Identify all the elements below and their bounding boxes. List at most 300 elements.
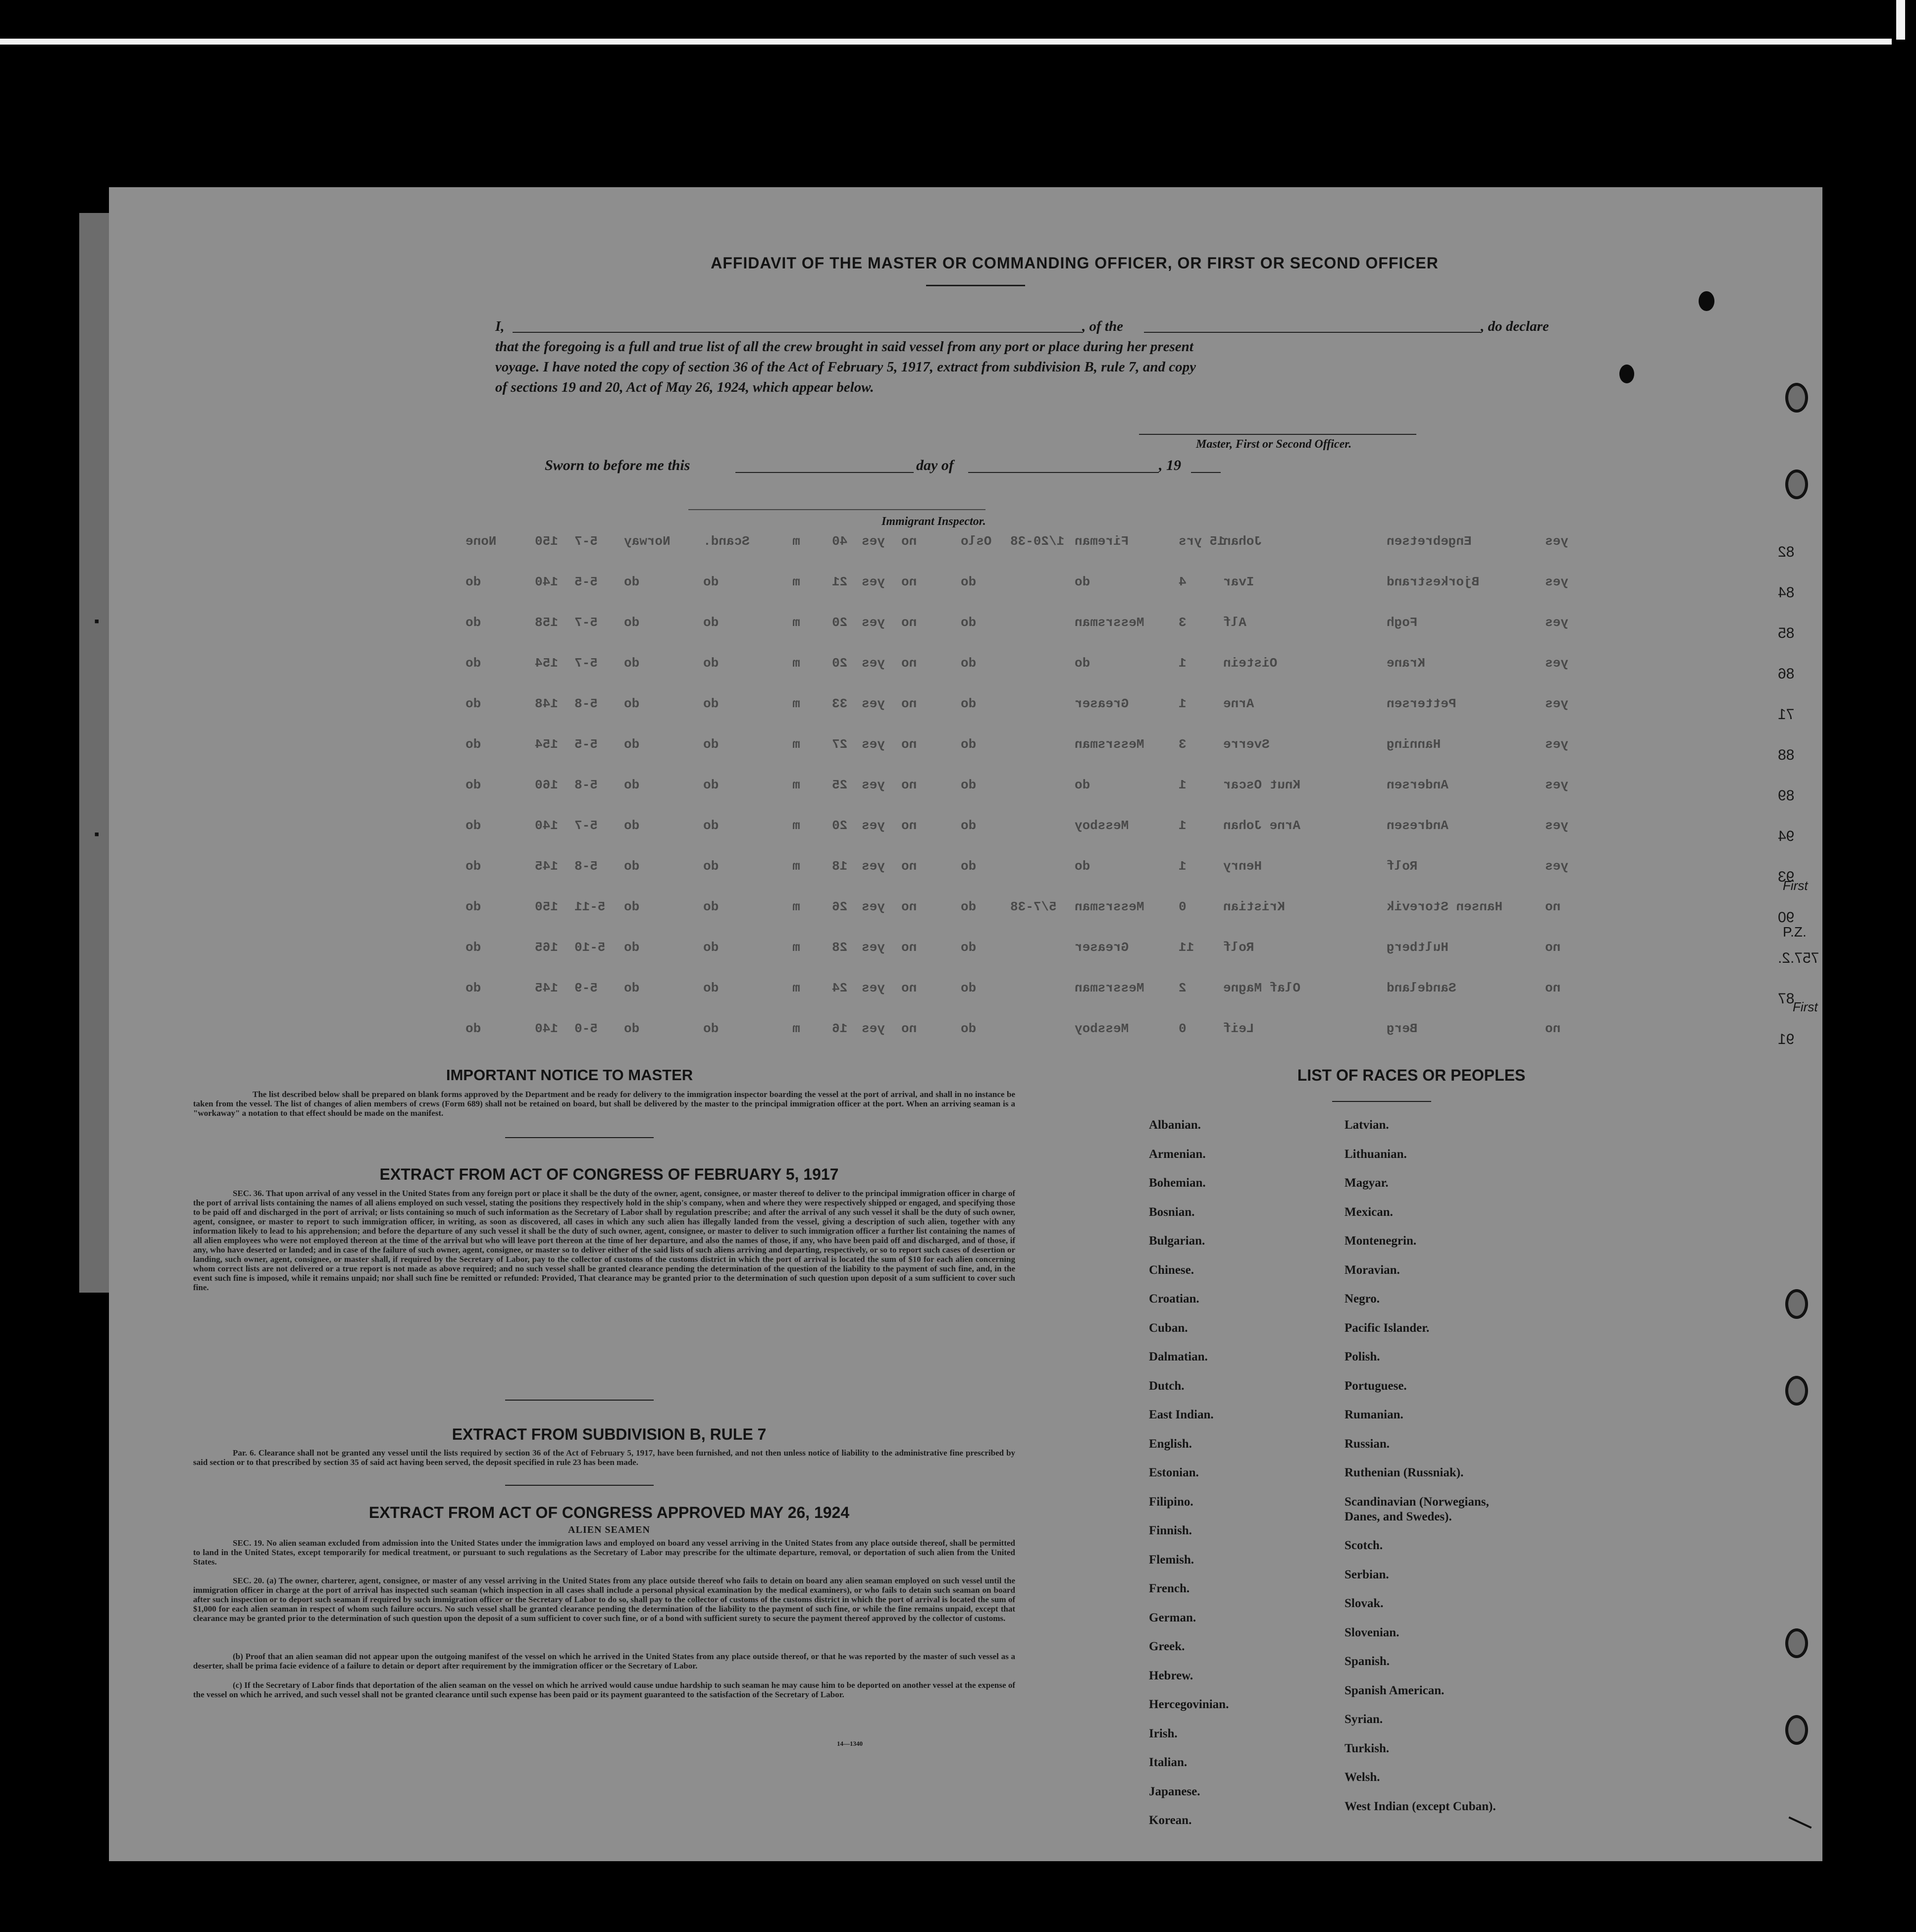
crew-cell-f: yes [862,737,885,752]
crew-row [466,574,1763,615]
crew-cell-given: Kristian [1223,899,1285,914]
crew-cell-sex: m [792,859,800,874]
crew-cell-d: do [961,859,977,874]
margin-note-pz: P.Z. [1783,924,1807,940]
crew-cell-f: yes [862,940,885,955]
punch-hole [1785,1376,1808,1406]
crew-row-number: 90 [1778,909,1795,926]
crew-cell-nat: do [624,899,640,914]
crew-row-number: 82 [1778,544,1795,560]
crew-row [466,899,1763,940]
race-item: Rumanian. [1345,1408,1403,1421]
race-item: Welsh. [1345,1771,1380,1784]
crew-cell-rating: Messboy [1075,1021,1129,1036]
inspector-signature-line [688,509,985,510]
crew-cell-a: no [1545,899,1561,914]
crew-cell-b: 3 [1179,615,1187,630]
crew-cell-f: yes [862,615,885,630]
race-item: Filipino. [1149,1495,1193,1509]
crew-cell-surname: Berg [1387,1021,1418,1036]
vessel-blank [1144,332,1481,333]
crew-cell-nat: do [624,778,640,792]
sworn-label-c: , 19 [1159,457,1181,473]
sworn-label-a: Sworn to before me this [545,457,690,473]
crew-cell-age: 25 [832,778,848,792]
crew-cell-ht: 5-7 [574,818,598,833]
crew-list-bleedthrough [466,534,1763,1062]
crew-cell-age: 27 [832,737,848,752]
crew-cell-wt: 160 [535,778,558,792]
punch-hole [1785,1628,1808,1658]
crew-cell-given: Rolf [1223,940,1254,955]
crew-cell-b: 11 [1179,940,1194,955]
extract-1917-rule [505,1400,654,1401]
crew-cell-age: 28 [832,940,848,955]
crew-row [466,859,1763,899]
scan-edge-stripe [0,39,1892,45]
scan-edge-tick [1896,0,1905,40]
crew-cell-d: do [961,940,977,955]
crew-cell-marks: do [466,696,481,711]
extract-1924-sec19: SEC. 19. No alien seaman excluded from admission into the United States under the immigration laws and employed on board any vessel arriving in the United States from any place outside thereof, shall be permitted to land in the United States, except temporarily for medical treatment, or pursuant to such regulations as the Secretary of Labor may prescribe for the ultimate departure, removal, or deportation of such alien from the United States. [193,1538,1015,1566]
crew-cell-c: 1/20-38 [1010,534,1065,549]
crew-row [466,656,1763,696]
crew-cell-nat: do [624,818,640,833]
crew-row [466,940,1763,981]
race-item: East Indian. [1149,1408,1214,1421]
crew-cell-ht: 5-8 [574,778,598,792]
crew-cell-f: yes [862,859,885,874]
crew-cell-marks: do [466,899,481,914]
race-item: Estonian. [1149,1466,1199,1479]
form-number: 14—1340 [837,1740,863,1747]
crew-cell-a: yes [1545,859,1568,874]
crew-cell-sex: m [792,737,800,752]
crew-cell-race: do [703,818,719,833]
crew-cell-c: 5/7-38 [1010,899,1057,914]
crew-cell-f: yes [862,899,885,914]
crew-cell-rating: do [1075,656,1090,671]
crew-cell-marks: None [466,534,497,549]
crew-cell-d: do [961,615,977,630]
race-item: Spanish American. [1345,1683,1445,1697]
race-item: Negro. [1345,1292,1380,1305]
crew-cell-b: 1 [1179,859,1187,874]
crew-cell-sex: m [792,615,800,630]
crew-row [466,737,1763,778]
crew-cell-marks: do [466,818,481,833]
crew-row [466,818,1763,859]
race-item: Bulgarian. [1149,1234,1205,1248]
crew-cell-rating: Messboy [1075,818,1129,833]
race-item: Syrian. [1345,1713,1383,1726]
crew-row [466,1021,1763,1062]
crew-cell-ht: 5-5 [574,737,598,752]
crew-cell-a: no [1545,981,1561,995]
extract-1917-text: SEC. 36. That upon arrival of any vessel in the United States from any foreign port or place it shall be the duty of the owner, agent, consignee, or master thereof to deliver to the principal immigration officer in charge of the port of arrival lists containing the names of all aliens employed on such vessel, stating the positions they respectively hold in the ship's company, when and where they were respectively shipped or engaged, and specifying those to be paid off and discharged in the port of arrival; or lists containing so much of such information as the Secretary of Labor shall by regulation prescribe; and after the arrival of any such vessel it shall be the duty of such owner, agent, consignee, or master to report to such immigration officer, in writing, as soon as discovered, all cases in which any such alien has illegally landed from the vessel, giving a description of such alien, together with any information likely to lead to his apprehension; and before the departure of any such vessel it shall be the duty of such owner, agent, consignee, or master to deliver to such immigration officer a further list containing the names of all alien employees who were not employed thereon at the time of the arrival but who will leave port thereon at the time of her departure, and also the names of those, if any, who have been paid off and discharged, and of those, if any, who have deserted or landed; and in case of the failure of such owner, agent, consignee, or master so to deliver either of the said lists of such aliens arriving and departing, respectively, or so to report such cases of desertion or landing, such owner, agent, consignee, or master shall, if required by the Secretary of Labor, pay to the collector of customs of the customs district in which the port of arrival is located the sum of $10 for each alien concerning whom correct lists are not delivered or a true report is not made as above required; and no such vessel shall be granted clearance pending the determination of the question of the liability to the payment of such fine, and, in the event such fine is imposed, while it remains unpaid; nor shall such fine be remitted or refunded: Provided, That clearance may be granted prior to the determination of such question upon deposit of a sum sufficient to cover such fine. [193,1189,1015,1292]
race-item: Croatian. [1149,1292,1199,1305]
crew-cell-age: 33 [832,696,848,711]
crew-cell-e: no [901,615,917,630]
crew-cell-e: no [901,656,917,671]
crew-cell-surname: Krane [1387,656,1426,671]
crew-cell-marks: do [466,940,481,955]
race-item: Korean. [1149,1814,1192,1827]
crew-cell-wt: 150 [535,899,558,914]
edge-mark: ▪ [94,826,100,842]
race-item: Flemish. [1149,1553,1194,1566]
crew-cell-nat: do [624,940,640,955]
affidavit-line-2: that the foregoing is a full and true list of all the crew brought in said vessel from any port or place during her present [495,339,1193,355]
crew-cell-race: do [703,574,719,589]
crew-cell-nat: do [624,574,640,589]
extract-1924-title: EXTRACT FROM ACT OF CONGRESS APPROVED MAY 26, 1924 [368,1504,850,1521]
edge-mark: ▪ [94,613,100,629]
crew-cell-d: do [961,778,977,792]
extract-1924-sec20a: SEC. 20. (a) The owner, charterer, agent, consignee, or master of any vessel arriving in the United States from any place outside thereof who fails to detain on board any alien seaman employed on such vessel until the immigration officer in charge at the port of arrival has inspected such seaman (which inspection in all cases shall include a personal physical examination by the medical examiners), or who fails to detain such seaman on board after such inspection or to deport such seaman if required by such immigration officer or the Secretary of Labor to do so, shall pay to the collector of customs of the customs district in which the port of arrival is located the sum of $1,000 for each alien seaman in respect of whom such failure occurs. No such vessel shall be granted clearance pending the determination of the liability to the payment of such fine, or while the fine remains unpaid, except that clearance may be granted prior to the determination of such question upon the deposit of a sum sufficient to cover such fine, or of a bond with sufficient surety to secure the payment thereof approved by the collector of customs. [193,1576,1015,1623]
crew-cell-d: do [961,1021,977,1036]
notice-title: IMPORTANT NOTICE TO MASTER [446,1066,693,1084]
crew-cell-nat: Norway [624,534,671,549]
crew-row-number: 94 [1778,828,1795,844]
crew-cell-a: yes [1545,534,1568,549]
crew-cell-sex: m [792,940,800,955]
punch-hole [1785,1715,1808,1745]
races-title: LIST OF RACES OR PEOPLES [1297,1066,1526,1084]
crew-cell-surname: Bjorkestrand [1387,574,1480,589]
crew-cell-wt: 165 [535,940,558,955]
crew-cell-e: no [901,859,917,874]
affidavit-line-4: of sections 19 and 20, Act of May 26, 1924, which appear below. [495,379,874,395]
rule7-title: EXTRACT FROM SUBDIVISION B, RULE 7 [452,1425,767,1443]
crew-cell-surname: Hultberg [1387,940,1449,955]
race-item: Polish. [1345,1350,1380,1363]
crew-cell-race: do [703,778,719,792]
crew-cell-race: do [703,656,719,671]
crew-cell-rating: Greaser [1075,940,1129,955]
crew-cell-race: do [703,737,719,752]
race-item: Cuban. [1149,1321,1188,1335]
crew-row [466,981,1763,1021]
crew-cell-marks: do [466,981,481,995]
scan-top-border [0,0,1916,57]
race-item: Scandinavian (Norwegians, [1345,1495,1489,1509]
crew-cell-f: yes [862,1021,885,1036]
crew-cell-age: 24 [832,981,848,995]
crew-cell-nat: do [624,656,640,671]
race-item: Dutch. [1149,1379,1185,1393]
crew-cell-sex: m [792,696,800,711]
crew-cell-given: Ivar [1223,574,1254,589]
crew-cell-a: yes [1545,696,1568,711]
crew-cell-surname: Rolf [1387,859,1418,874]
crew-cell-sex: m [792,818,800,833]
crew-cell-rating: Greaser [1075,696,1129,711]
crew-cell-surname: Pettersen [1387,696,1456,711]
notice-text: The list described below shall be prepared on blank forms approved by the Department and be ready for delivery to the immigration inspector boarding the vessel at the port of arrival, and shall in no instance be taken from the vessel. The list of changes of alien members of crews (Form 689) shall not be retained on board, but shall be delivered by the master to the principal immigration officer at the port. When an arriving seaman is a "workaway" a notation to that effect should be made on the manifest. [193,1090,1015,1118]
crew-cell-e: no [901,981,917,995]
crew-cell-d: do [961,737,977,752]
crew-cell-ht: 5-10 [574,940,606,955]
race-item: Hebrew. [1149,1669,1193,1682]
race-item: Slovenian. [1345,1625,1399,1639]
crew-cell-surname: Andresen [1387,818,1449,833]
crew-cell-f: yes [862,818,885,833]
crew-cell-sex: m [792,981,800,995]
crew-cell-wt: 140 [535,574,558,589]
crew-cell-b: 0 [1179,1021,1187,1036]
crew-cell-nat: do [624,696,640,711]
crew-cell-surname: Engebretsen [1387,534,1472,549]
crew-cell-b: 2 [1179,981,1187,995]
crew-cell-ht: 5-8 [574,696,598,711]
crew-cell-age: 26 [832,899,848,914]
race-item: Mexican. [1345,1205,1393,1219]
crew-cell-f: yes [862,574,885,589]
crew-cell-a: yes [1545,778,1568,792]
crew-cell-rating: Messrsman [1075,981,1144,995]
corner-mark [1788,1817,1812,1829]
crew-cell-surname: Hansen Storevik [1387,899,1503,914]
crew-cell-f: yes [862,778,885,792]
crew-cell-age: 20 [832,615,848,630]
crew-cell-sex: m [792,1021,800,1036]
crew-cell-rating: do [1075,859,1090,874]
crew-cell-d: Oslo [961,534,992,549]
race-item: Bohemian. [1149,1176,1206,1190]
race-item: Danes, and Swedes). [1345,1510,1452,1523]
crew-cell-a: yes [1545,818,1568,833]
crew-cell-given: Johan [1223,534,1262,549]
margin-note-first: First [1783,878,1808,893]
crew-cell-sex: m [792,778,800,792]
affidavit-title: AFFIDAVIT OF THE MASTER OR COMMANDING OFFICER, OR FIRST OR SECOND OFFICER [711,254,1439,272]
crew-cell-e: no [901,1021,917,1036]
crew-cell-marks: do [466,1021,481,1036]
crew-cell-wt: 140 [535,818,558,833]
race-item: German. [1149,1611,1196,1624]
extract-1917-title: EXTRACT FROM ACT OF CONGRESS OF FEBRUARY 5, 1917 [379,1165,839,1183]
race-item: Hercegovinian. [1149,1698,1229,1711]
extract-1924-sec20b: (b) Proof that an alien seaman did not appear upon the outgoing manifest of the vessel on which he arrived in the United States from any place outside thereof, or that he was reported by the master of such vessel as a deserter, shall be prima facie evidence of a failure to detain or deport after requirement by the immigration officer or the Secretary of Labor. [193,1652,1015,1671]
crew-cell-nat: do [624,1021,640,1036]
crew-cell-nat: do [624,615,640,630]
binding-hole [1619,365,1634,383]
crew-cell-given: Arne [1223,696,1254,711]
race-item: Lithuanian. [1345,1147,1407,1161]
crew-cell-age: 18 [832,859,848,874]
crew-cell-b: 1 [1179,656,1187,671]
crew-cell-wt: 150 [535,534,558,549]
race-item: Russian. [1345,1437,1390,1451]
race-item: Spanish. [1345,1655,1390,1668]
master-signature-line [1139,434,1416,435]
crew-cell-given: Henry [1223,859,1262,874]
race-item: Bosnian. [1149,1205,1195,1219]
binding-hole [1699,291,1714,311]
race-item: Latvian. [1345,1118,1389,1132]
race-item: Pacific Islander. [1345,1321,1430,1335]
crew-cell-wt: 154 [535,737,558,752]
crew-cell-given: Olaf Magne [1223,981,1301,995]
crew-cell-e: no [901,696,917,711]
crew-cell-ht: 5-7 [574,534,598,549]
crew-cell-e: no [901,737,917,752]
crew-cell-d: do [961,899,977,914]
crew-cell-f: yes [862,534,885,549]
crew-cell-marks: do [466,615,481,630]
crew-cell-race: do [703,899,719,914]
crew-row-number: 87 [1778,991,1795,1007]
crew-cell-marks: do [466,574,481,589]
sworn-day-blank [735,472,914,473]
crew-cell-d: do [961,981,977,995]
crew-cell-f: yes [862,981,885,995]
crew-cell-wt: 158 [535,615,558,630]
crew-cell-e: no [901,940,917,955]
inspector-label: Immigrant Inspector. [881,515,986,528]
crew-cell-sex: m [792,534,800,549]
crew-cell-rating: Messrsman [1075,737,1144,752]
crew-cell-rating: do [1075,778,1090,792]
crew-cell-b: 4 [1179,574,1187,589]
crew-cell-ht: 5-5 [574,574,598,589]
crew-cell-f: yes [862,696,885,711]
race-item: West Indian (except Cuban). [1345,1799,1496,1813]
crew-cell-race: do [703,1021,719,1036]
crew-cell-a: yes [1545,615,1568,630]
crew-cell-b: 0 [1179,899,1187,914]
crew-cell-d: do [961,696,977,711]
affidavit-line-1b: , of the [1082,318,1123,334]
crew-cell-a: yes [1545,737,1568,752]
crew-cell-e: no [901,534,917,549]
race-item: Slovak. [1345,1597,1384,1610]
crew-cell-marks: do [466,737,481,752]
crew-cell-given: Oistein [1223,656,1278,671]
race-item: English. [1149,1437,1192,1451]
crew-row-number: 757.2. [1778,950,1819,966]
race-item: Magyar. [1345,1176,1389,1190]
crew-cell-wt: 145 [535,981,558,995]
crew-cell-race: do [703,615,719,630]
race-item: Albanian. [1149,1118,1201,1132]
rule7-text: Par. 6. Clearance shall not be granted any vessel until the lists required by section 36 of the Act of February 5, 1917, have been furnished, and not then unless notice of liability to the administrative fine prescribed by said section or to that prescribed by section 35 of said act having been served, the deposit specified in rule 23 has been made. [193,1448,1015,1467]
crew-cell-ht: 5-7 [574,615,598,630]
crew-cell-rating: Messrsman [1075,899,1144,914]
crew-cell-d: do [961,656,977,671]
crew-cell-e: no [901,818,917,833]
crew-cell-age: 16 [832,1021,848,1036]
crew-cell-race: do [703,696,719,711]
race-item: Ruthenian (Russniak). [1345,1466,1464,1479]
crew-cell-wt: 148 [535,696,558,711]
affidavit-line-1c: , do declare [1481,318,1549,334]
race-item: Italian. [1149,1756,1188,1769]
crew-row-number: 84 [1778,584,1795,601]
race-item: Irish. [1149,1726,1178,1740]
crew-cell-b: 1 [1179,778,1187,792]
crew-cell-marks: do [466,859,481,874]
crew-cell-a: yes [1545,574,1568,589]
crew-cell-age: 20 [832,818,848,833]
crew-cell-b: 1 [1179,696,1187,711]
race-item: Armenian. [1149,1147,1206,1161]
race-item: French. [1149,1582,1190,1595]
affidavit-line-1a: I, [495,318,505,334]
crew-cell-rating: do [1075,574,1090,589]
crew-cell-wt: 140 [535,1021,558,1036]
race-item: Japanese. [1149,1784,1200,1798]
crew-row [466,615,1763,656]
crew-cell-marks: do [466,656,481,671]
sworn-label-b: day of [916,457,954,473]
race-item: Chinese. [1149,1263,1194,1277]
race-item: Finnish. [1149,1524,1192,1537]
crew-row-number: 86 [1778,666,1795,682]
crew-cell-b: 1 [1179,818,1187,833]
crew-cell-d: do [961,818,977,833]
crew-cell-surname: Andersen [1387,778,1449,792]
master-label: Master, First or Second Officer. [1196,438,1352,451]
crew-cell-age: 21 [832,574,848,589]
sworn-year-blank [1191,472,1221,473]
punch-hole [1785,383,1808,413]
crew-row-number: 93 [1778,869,1795,885]
crew-cell-given: Knut Oscar [1223,778,1301,792]
crew-cell-sex: m [792,574,800,589]
crew-cell-e: no [901,899,917,914]
race-item: Scotch. [1345,1539,1383,1552]
manifest-page [94,187,1822,1861]
crew-cell-e: no [901,574,917,589]
punch-hole [1785,1289,1808,1319]
crew-cell-a: yes [1545,656,1568,671]
crew-row-number: 89 [1778,787,1795,804]
crew-cell-surname: Sandeland [1387,981,1456,995]
crew-cell-race: do [703,981,719,995]
crew-cell-ht: 5-9 [574,981,598,995]
crew-cell-ht: 5-0 [574,1021,598,1036]
crew-cell-b: 3 [1179,737,1187,752]
crew-row [466,778,1763,818]
crew-cell-rating: Messrsman [1075,615,1144,630]
extract-1924-sec20c: (c) If the Secretary of Labor finds that deportation of the alien seaman on the vessel on which he arrived would cause undue hardship to such seaman he may cause him to be deported on another vessel at the expense of the vessel on which he arrived, and such vessel shall not be granted clearance until such expense has been paid or its payment guaranteed to the satisfaction of the Secretary of Labor. [193,1680,1015,1699]
crew-cell-age: 20 [832,656,848,671]
crew-cell-wt: 145 [535,859,558,874]
crew-cell-surname: Fogh [1387,615,1418,630]
crew-row-number: 88 [1778,747,1795,763]
crew-cell-sex: m [792,899,800,914]
crew-cell-nat: do [624,859,640,874]
crew-cell-ht: 5-11 [574,899,606,914]
crew-row [466,696,1763,737]
crew-cell-race: do [703,859,719,874]
race-item: Montenegrin. [1345,1234,1417,1248]
race-item: Moravian. [1345,1263,1400,1277]
margin-note-first-2: First [1793,999,1818,1014]
race-item: Serbian. [1345,1567,1389,1581]
crew-row-number: 85 [1778,625,1795,641]
crew-row [466,534,1763,574]
crew-cell-ht: 5-8 [574,859,598,874]
crew-cell-wt: 154 [535,656,558,671]
crew-cell-surname: Hanning [1387,737,1441,752]
crew-cell-f: yes [862,656,885,671]
race-item: Greek. [1149,1640,1185,1653]
crew-cell-given: Sverre [1223,737,1270,752]
crew-cell-a: no [1545,1021,1561,1036]
